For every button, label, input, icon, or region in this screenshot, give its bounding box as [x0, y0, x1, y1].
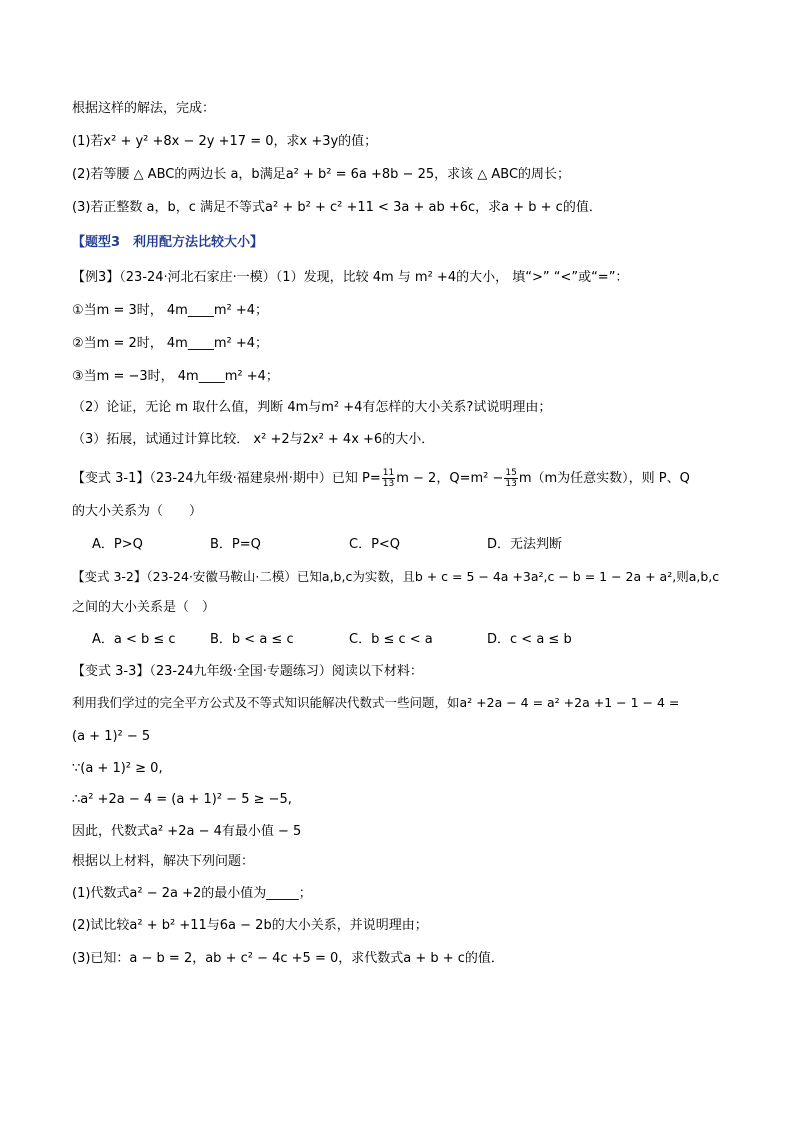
- example-3-case-2: ②当m = 2时， 4m____m² +4；: [72, 336, 268, 351]
- fraction-denominator: 13: [382, 479, 395, 489]
- section-heading: 【题型3 利用配方法比较大小】: [72, 235, 264, 250]
- option-b: B．b < a ≤ c: [210, 632, 294, 647]
- question-2: (2)若等腰 △ ABC的两边长 a，b满足a² + b² = 6a +8b − 25，求该 △ ABC的周长；: [72, 167, 571, 182]
- variant-3-1-suffix: m（m为任意实数），则 P、Q: [518, 471, 690, 486]
- variant-3-1-mid: m − 2，Q=m² −: [396, 471, 504, 486]
- variant-3-1-title: [72, 468, 690, 489]
- question-1: (1)若x² + y² +8x − 2y +17 = 0，求x +3y的值；: [72, 134, 378, 149]
- example-3-case-3: ③当m = −3时， 4m____m² +4；: [72, 369, 279, 384]
- fraction-denominator: 13: [505, 479, 517, 489]
- option-b: B．P=Q: [210, 537, 261, 552]
- option-c: C．P<Q: [349, 537, 401, 552]
- variant-3-3-question-1: (1)代数式a² − 2a +2的最小值为_____；: [72, 886, 312, 901]
- material-line-2: (a + 1)² − 5: [72, 729, 151, 744]
- material-line-6: 根据以上材料，解决下列问题：: [72, 854, 255, 869]
- question-3: (3)若正整数 a，b，c 满足不等式a² + b² + c² +11 < 3a + ab +6c，求a + b + c的值．: [72, 200, 602, 215]
- variant-3-3-title: 【变式 3-3】（23-24九年级·全国·专题练习）阅读以下材料：: [72, 664, 423, 679]
- fraction-15-13: [504, 468, 517, 489]
- material-line-3: ∵(a + 1)² ≥ 0,: [72, 761, 163, 776]
- variant-3-2-title: 【变式 3-2】（23-24·安徽马鞍山·二模）已知a,b,c为实数，且b + c = 5 − 4a +3a²,c − b = 1 − 2a + a²,则a,b,c: [72, 569, 720, 584]
- fraction-numerator: 11: [382, 468, 395, 478]
- variant-3-3-question-2: (2)试比较a² + b² +11与6a − 2b的大小关系，并说明理由；: [72, 918, 428, 933]
- option-c: C．b ≤ c < a: [349, 632, 433, 647]
- example-3-case-1: ①当m = 3时， 4m____m² +4；: [72, 303, 268, 318]
- variant-3-3-question-3: (3)已知：a − b = 2，ab + c² − 4c +5 = 0，求代数式a + b + c的值．: [72, 951, 504, 966]
- option-d: D．无法判断: [487, 537, 563, 552]
- example-3-part-3: （3）拓展，试通过计算比较． x² +2与2x² + 4x +6的大小．: [72, 432, 435, 447]
- option-a: A．a < b ≤ c: [92, 632, 176, 647]
- option-d: D．c < a ≤ b: [487, 632, 572, 647]
- fraction-numerator: 15: [505, 468, 517, 478]
- material-line-4: ∴a² +2a − 4 = (a + 1)² − 5 ≥ −5,: [72, 792, 292, 807]
- option-a: A．P>Q: [92, 537, 143, 552]
- variant-3-2-line-2: 之间的大小关系是（ ）: [72, 600, 216, 615]
- variant-3-1-prefix: 【变式 3-1】（23-24九年级·福建泉州·期中）已知 P=: [72, 471, 381, 486]
- material-line-5: 因此，代数式a² +2a − 4有最小值 − 5: [72, 824, 302, 839]
- variant-3-1-line-2: 的大小关系为（ ）: [72, 504, 203, 519]
- material-line-1: 利用我们学过的完全平方公式及不等式知识能解决代数式一些问题，如a² +2a − 4 = a² +2a +1 − 1 − 4 =: [72, 695, 680, 710]
- fraction-11-13: [382, 468, 395, 489]
- intro-line: 根据这样的解法，完成：: [72, 101, 216, 116]
- example-3-title: 【例3】（23-24·河北石家庄·一模）（1）发现，比较 4m 与 m² +4的大小， 填“>” “<”或“=”：: [72, 270, 629, 285]
- example-3-part-2: （2）论证，无论 m 取什么值，判断 4m与m² +4有怎样的大小关系?试说明理由；: [72, 400, 552, 415]
